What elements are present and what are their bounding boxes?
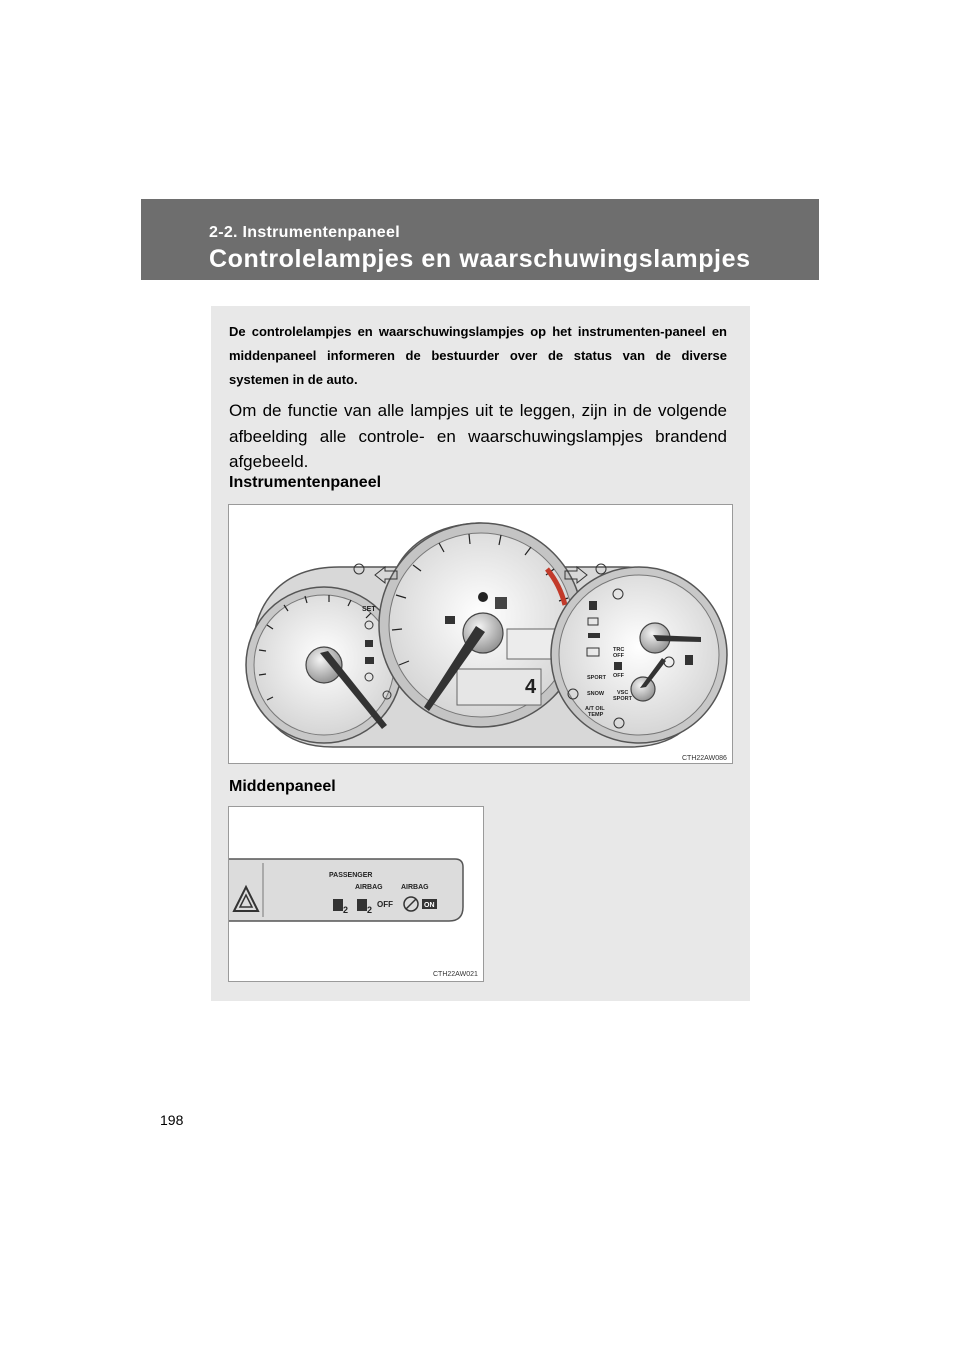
trc-off-label: OFF <box>613 653 624 659</box>
airbag-label-right: AIRBAG <box>401 884 429 891</box>
airbag-off-label: OFF <box>377 900 393 909</box>
instrument-cluster-illustration <box>229 505 732 763</box>
page-number: 198 <box>160 1112 184 1128</box>
seatbelt-passenger-icon <box>589 601 597 610</box>
vsc-sport-label-2: SPORT <box>613 696 632 702</box>
center-panel-illustration <box>229 807 483 981</box>
trc-label: TRC <box>613 647 625 653</box>
figure-code: CTH22AW021 <box>433 971 478 978</box>
gear-indicator: 4 <box>525 676 537 698</box>
at-oil-label-1: A/T OIL <box>585 706 605 712</box>
oil-pressure-icon <box>588 633 600 638</box>
cruise-set-label: SET <box>362 606 376 613</box>
passenger-label: PASSENGER <box>329 872 373 879</box>
master-warning-icon <box>495 597 507 609</box>
high-beam-icon <box>365 657 374 664</box>
fuel-icon <box>685 655 693 665</box>
seat-number-2: 2 <box>367 905 373 915</box>
instrument-cluster-figure <box>228 504 733 764</box>
passenger-airbag-off-icon <box>357 899 367 911</box>
section-header <box>141 199 819 280</box>
warning-dot-icon <box>478 592 488 602</box>
page-title: Controlelampjes en waarschuwingslampjes <box>209 245 751 273</box>
center-panel-heading: Middenpaneel <box>229 778 336 795</box>
seat-number-1: 2 <box>343 905 349 915</box>
vsc-sport-label-1: VSC <box>617 690 629 696</box>
intro-body: Om de functie van alle lampjes uit te leggen, zijn in de volgende afbeelding alle controle- en waarschuwingslampjes brandend afgebeeld. <box>229 401 727 471</box>
airbag-label-left: AIRBAG <box>355 884 383 891</box>
vsc-off-icon <box>614 662 622 670</box>
at-oil-label-2: TEMP <box>588 712 604 718</box>
center-panel-figure <box>228 806 484 982</box>
intro-summary: De controlelampjes en waarschuwingslampjes op het instrumenten-paneel en middenpaneel informeren de bestuurder over de status van de diverse systemen in de auto. <box>229 324 727 387</box>
section-label: 2-2. Instrumentenpaneel <box>209 224 400 241</box>
security-icon <box>445 616 455 624</box>
sport-label: SPORT <box>587 675 606 681</box>
seatbelt-icon <box>365 640 373 647</box>
airbag-on-label: ON <box>424 902 435 909</box>
snow-label: SNOW <box>587 691 605 697</box>
content-box <box>211 306 750 1001</box>
figure-code: CTH22AW086 <box>682 755 727 762</box>
seatbelt-reminder-icon <box>333 899 343 911</box>
vsc-off-label: OFF <box>613 673 624 679</box>
instrument-panel-heading: Instrumentenpaneel <box>229 474 382 491</box>
